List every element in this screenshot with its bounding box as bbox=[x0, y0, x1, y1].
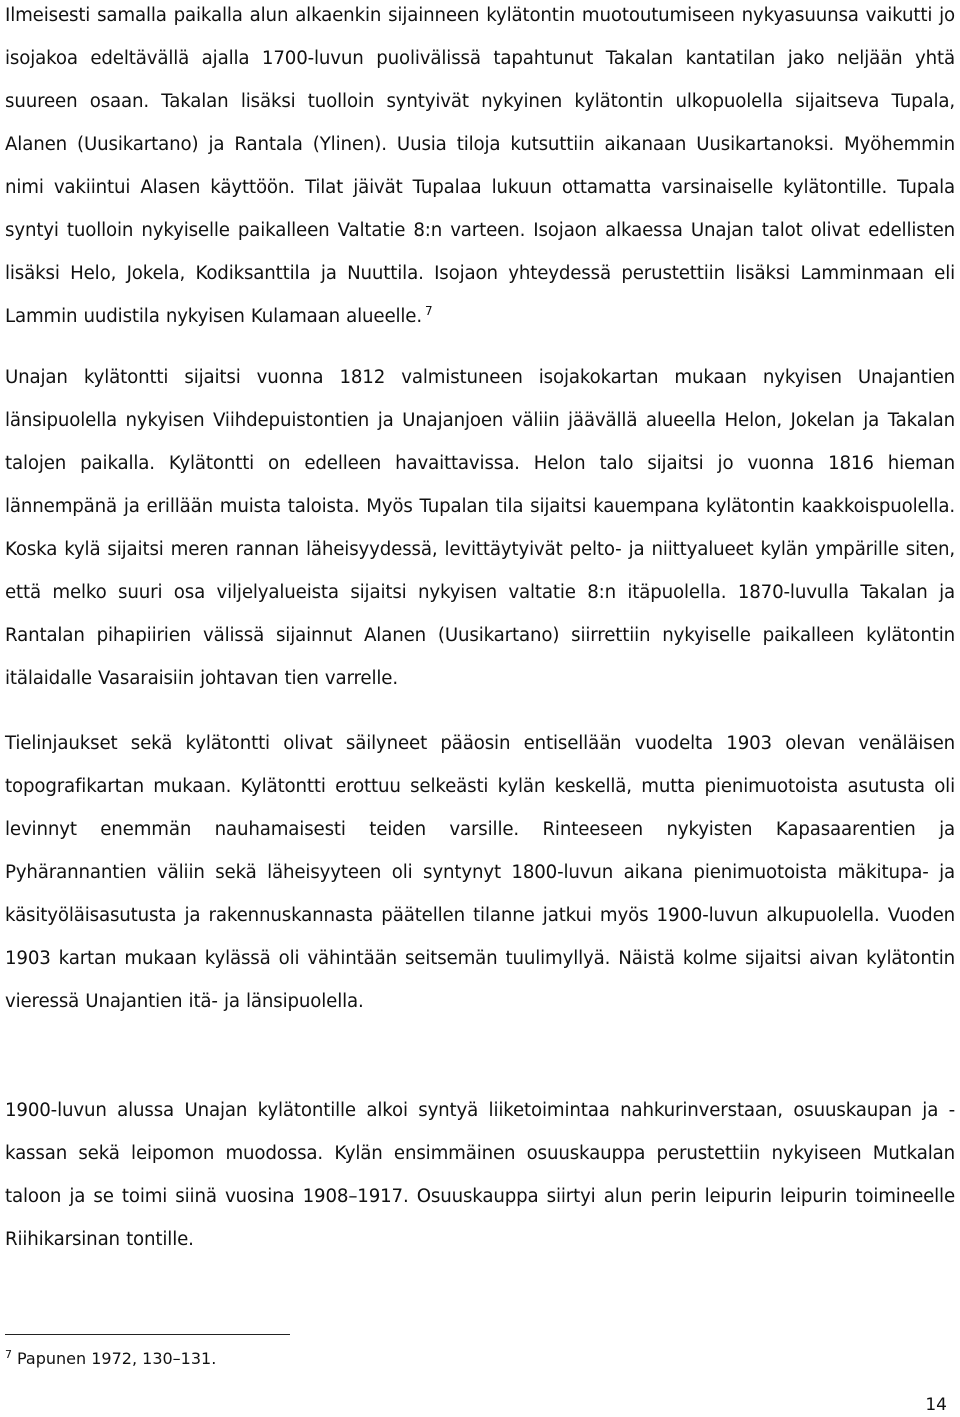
paragraph-4: 1900-luvun alussa Unajan kylätontille alkoi syntyä liiketoimintaa nahkurinverstaan, osuuskaupan ja -kassan sekä leipomon muodossa. Kylän ensimmäinen osuuskauppa perustettiin nykyiseen Mutkalan taloon ja se toimi siinä vuosina 1908–1917. Osuuskauppa siirtyi alun perin leipurin leipurin toimineelle Riihikarsinan tontille. bbox=[5, 1100, 955, 1250]
paragraph-1-text: Ilmeisesti samalla paikalla alun alkaenkin sijainneen kylätontin muotoutumiseen nykyasuunsa vaikutti jo isojakoa edeltävällä ajalla 1700-luvun puolivälissä tapahtunut Takalan kantatilan jako neljään yhtä suureen osaan. Takalan lisäksi tuolloin syntyivät nykyinen kylätontin ulkopuolella sijaitseva Tupala, Alanen (Uusikartano) ja Rantala (Ylinen). Uusia tiloja kutsuttiin aikanaan Uusikartanoksi. Myöhemmin nimi vakiintui Alasen käyttöön. Tilat jäivät Tupalaa lukuun ottamatta varsinaiselle kylätontille. Tupala syntyi tuolloin nykyiselle paikalleen Valtatie 8:n varteen. Isojaon alkaessa Unajan talot olivat edellisten lisäksi Helo, Jokela, Kodiksanttila ja Nuuttila. Isojaon yhteydessä perustettiin lisäksi Lamminmaan eli Lammin uudistila nykyisen Kulamaan alueelle. bbox=[5, 5, 955, 327]
paragraph-2: Unajan kylätontti sijaitsi vuonna 1812 valmistuneen isojakokartan mukaan nykyisen Unajantien länsipuolella nykyisen Viihdepuistontien ja Unajanjoen väliin jäävällä alueella Helon, Jokelan ja Takalan talojen paikalla. Kylätontti on edelleen havaittavissa. Helon talo sijaitsi jo vuonna 1816 hieman lännempänä ja erillään muista taloista. Myös Tupalan tila sijaitsi kauempana kylätontin kaakkoispuolella. Koska kylä sijaitsi meren rannan läheisyydessä, levittäytyivät pelto- ja niittyalueet kylän ympärille siten, että melko suuri osa viljelyalueista sijaitsi nykyisen valtatie 8:n itäpuolella. 1870-luvulla Takalan ja Rantalan pihapiirien välissä sijainnut Alanen (Uusikartano) siirrettiin nykyiselle paikalleen kylätontin itälaidalle Vasaraisiin johtavan tien varrelle. bbox=[5, 367, 955, 689]
footnote bbox=[5, 1348, 216, 1370]
footnote-text: Papunen 1972, 130–131. bbox=[17, 1349, 217, 1368]
paragraph-3: Tielinjaukset sekä kylätontti olivat säilyneet pääosin entisellään vuodelta 1903 olevan venäläisen topografikartan mukaan. Kylätontti erottuu selkeästi kylän keskellä, mutta pienimuotoista asutusta oli levinnyt enemmän nauhamaisesti teiden varsille. Rinteeseen nykyisten Kapasaarentien ja Pyhärannantien väliin sekä läheisyyteen oli syntynyt 1800-luvun aikana pienimuotoista mäkitupa- ja käsityöläisasutusta ja rakennuskannasta päätellen tilanne jatkui myös 1900-luvun alkupuolella. Vuoden 1903 kartan mukaan kylässä oli vähintään seitsemän tuulimyllyä. Näistä kolme sijaitsi aivan kylätontin vieressä Unajantien itä- ja länsipuolella. bbox=[5, 733, 955, 1012]
footnote-divider bbox=[5, 1334, 290, 1335]
footnote-number: 7 bbox=[5, 1347, 12, 1361]
paragraph-1 bbox=[5, 0, 955, 338]
page-number: 14 bbox=[925, 1395, 947, 1415]
footnote-reference: 7 bbox=[424, 303, 433, 318]
